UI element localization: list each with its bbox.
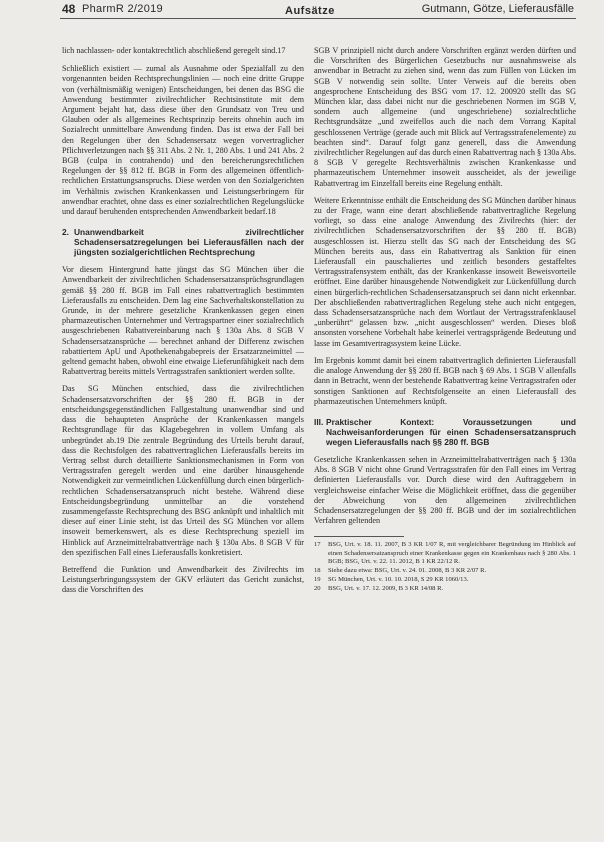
footnote-number: 19 xyxy=(314,576,321,584)
footnote xyxy=(314,567,576,575)
paragraph: lich nachlassen- oder kontaktrechtlich abschließend geregelt sind.17 xyxy=(62,46,286,55)
section-title: Aufsätze xyxy=(285,5,335,17)
paragraph: Im Ergebnis kommt damit bei einem rabattvertraglich definierten Lieferausfall die analoge Anwendung der §§ 280 ff. BGB nach § 69 Abs. 1 SGB V allenfalls dann in Betracht, wenn der bestehende Rabattvertrag keine Vertragsstrafen oder sonstigen Sanktionen auf Rechtsfolgenseite an einen Lieferausfall des pharmazeutischen Unternehmers knüpft. xyxy=(314,355,576,406)
footnote-number: 20 xyxy=(314,585,321,593)
footnote-number: 17 xyxy=(314,541,321,549)
page-number: 48 xyxy=(62,2,76,16)
page-header xyxy=(0,0,604,44)
paragraph: Das SG München entschied, dass die zivilrechtlichen Schadensersatzvorschriften der §§ 280 ff. BGB in der entscheidungsgegenständlichen Fallgestaltung unanwendbar sind und dass die behaupteten Ansprüche der Krankenkassen mangels Rechtsgrundlage für das Klagebegehren in vollem Umfang als unbegründet ab.19 Die zentrale Begründung des Urteils beruht darauf, dass die Rechtsfolgen des rabattvertraglichen Lieferausfalls bereits im Vertrag selbst durch detaillierte Sanktionsmechanismen in Form von Vertragsstrafen geregelt werden und eine darüber hinausgehende Notwendigkeit zur vermeintlichen Lückenfüllung durch einen bürgerlich-rechtlichen Schadensersatzanspruch nicht bestehe. Während diese Entscheidungsbegründung unmittelbar an die vorstehend zusammengefasste Rechtsprechung des BSG anknüpft und inhaltlich mit dieser auf einer Linie steht, ist das Urteil des SG München vor allem insoweit bemerkenswert, als es diese Rechtsprechung speziell im Hinblick auf Arzneimittelrabattverträge nach § 130a Abs. 8 SGB V für den spezifischen Fall eines Lieferausfalls konkretisiert. xyxy=(62,384,304,557)
footnote-rule xyxy=(314,536,404,537)
footnote xyxy=(314,576,576,584)
section-heading xyxy=(62,227,304,257)
header-rule xyxy=(60,18,576,19)
heading-text: Unanwendbarkeit zivilrechtlicher Schadensersatzregelungen bei Lieferausfällen nach der jüngsten sozialgerichtlichen Rechtsprechung xyxy=(74,227,304,258)
footnote-text: BSG, Urt. v. 18. 11. 2007, B 3 KR 1/07 R, mit vergleichbarer Begründung im Hinblick auf einen Schadensersatzanspruch einer Krankenkasse gegen ein Krankenhaus nach § 280 Abs. 1 BGB; BSG, Urt. v. 22. 11. 2012, B 1 KR 22/12 R. xyxy=(328,541,576,565)
footnote xyxy=(314,585,576,593)
journal-issue: PharmR 2/2019 xyxy=(82,3,163,15)
left-column xyxy=(62,46,304,603)
paragraph: Betreffend die Funktion und Anwendbarkeit des Zivilrechts im Leistungserbringungssystem der GKV erläutert das Gericht zunächst, dass die Vorschriften des xyxy=(62,564,304,595)
section-heading xyxy=(314,417,576,447)
paragraph: Weitere Erkenntnisse enthält die Entscheidung des SG München darüber hinaus zu der Frage, wann eine derart abschließende rabattvertragliche Regelung vorliegt, so dass eine analoge Anwendung des Zivilrechts (hier: der zivilrechtlichen Schadensersatzvorschriften der §§ 280 ff. BGB) ausgeschlossen ist. Hierzu stellt das SG nach der Entscheidung des SG München bereits aus, dass ein Rabattvertrag als Sanktion für einen Lieferausfall ein pauschaliertes und zeitlich besonders gestaffeltes Vertragsstrafensystem enthält, das der Krankenkasse insoweit Beweisvorteile eröffnet. Eine darüber hinausgehende Notwendigkeit zur Lückenfüllung durch einen bürgerlich-rechtlichen Schadensersatzanspruch sei dann nicht erkennbar. Der abschließenden rabattvertraglichen Regelung stehe auch nicht entgegen, dass Schadensersatzansprüche nach dem Wortlaut der Vertragsstrafenklausel „unberührt“ gelassen bzw. „nicht ausgeschlossen“ werden. Dieses bloß ansonsten vorsehene Vorbehalt habe keinerlei vertragsprägende Bedeutung und lasse im Gesamtvertragssystem keine Lücke. xyxy=(314,195,576,348)
heading-text: Praktischer Kontext: Voraussetzungen und Nachweisanforderungen für einen Schadensersatzanspruch wegen Lieferausfalls nach §§ 280 ff. BGB xyxy=(326,416,576,447)
heading-number: III. xyxy=(314,416,324,427)
footnote xyxy=(314,541,576,566)
footnotes xyxy=(314,541,576,593)
right-column xyxy=(314,46,576,595)
footnote-text: SG München, Urt. v. 10. 10. 2018, S 29 KR 1060/13. xyxy=(328,576,469,584)
footnote-text: BSG, Urt. v. 17. 12. 2009, B 3 KR 14/08 R. xyxy=(328,585,444,593)
paragraph: SGB V prinzipiell nicht durch andere Vorschriften ergänzt werden dürften und die Vorschriften des Bürgerlichen Gesetzbuchs nur ausnahmsweise als anwendbar in Betracht zu ziehen sind, wenn das zum Füllen von Lücken im SGB V notwendig sein sollte. Unter Verweis auf die bereits oben angesprochene Entscheidung des BSG vom 17. 12. 200920 stellt das SG München klar, dass dabei nicht nur die geschriebenen Normen im SGB V, sondern auch allgemeine (und ungeschriebene) sozialrechtliche Rechtsgrundsätze „und zweifellos auch die nach dem Vorrang Kapital geschlossenen Verträge (gerade auch mit Blick auf Vertragsstrafenelemente) zu beachten sind“. Darauf folgt ganz generell, dass die Anwendung zivilrechtlicher Regelungen auf das durch einen Rabattvertrag nach § 130a Abs. 8 SGB V geregelte Rechtsverhältnis zwischen Krankenkasse und pharmazeutischem Unternehmer insoweit ausscheidet, als der jeweilige Rabattvertrag im Einzelfall bereits eine Regelung enthält. xyxy=(314,46,576,188)
footnote-number: 18 xyxy=(314,566,321,574)
footnote-text: Siehe dazu etwa: BSG, Urt. v. 24. 01. 2008, B 3 KR 2/07 R. xyxy=(328,566,487,574)
paragraph: Vor diesem Hintergrund hatte jüngst das SG München über die Anwendbarkeit der zivilrechtlichen Schadensersatzansprüchsgrundlagen gemäß §§ 280 ff. BGB im Fall eines rabattvertraglich bestimmten Lieferausfalls zu entscheiden. Dem lag eine Sachverhaltskonstellation zu Grunde, in der mehrere gesetzliche Krankenkassen gegen einen pharmazeutischen Unternehmer und Vertragspartner einer sozialrechtlich ausgeschriebenen Rabattvereinbarung nach § 130a Abs. 8 SGB V Schadensersatzansprüche — berechnet anhand der Differenz zwischen rabattiertem ApU und Apothekenabgabepreis der Ersatzarzneimittel — geltend gemacht haben, obwohl eine etwaige Lieferunfähigkeit nach dem Rabattvertrag bereits mittels Vertragsstrafen sanktioniert werden sollte. xyxy=(62,265,304,377)
paragraph: Gesetzliche Krankenkassen sehen in Arzneimittelrabattverträgen nach § 130a Abs. 8 SGB V nicht ohne Grund Vertragsstrafen für den Fall eines im Vertrag definierten Lieferausfalls vor. Durch diese wird den Auftraggebern in vergleichsweise einfacher Weise die Möglichkeit eröffnet, dass die gegenüber der Abweichung von den allgemeinen zivilrechtlichen Schadensersatzregelungen der §§ 280 ff. BGB und der im sozialrechtlichen Verfahren geltenden xyxy=(314,454,576,526)
heading-number: 2. xyxy=(62,227,69,238)
running-authors: Gutmann, Götze, Lieferausfälle xyxy=(421,3,574,15)
paragraph: Schließlich existiert — zumal als Ausnahme oder Spezialfall zu den vorgenannten beiden Rechtsprechungslinien — noch eine dritte Gruppe von (verhältnismäßig wenigen) Entscheidungen, bei denen das BSG die Anwendung bestimmter zivilrechtlicher Rechtsinstitute mit dem Argument bejaht hat, dass diese über den Grundsatz von Treu und Glauben oder als allgemeines Rechtsprinzip bereits ohnehin auch im Sozialrecht unmittelbare Anwendung finden. Das ist etwa der Fall bei den Regelungen über den Schadensersatz wegen vorvertraglicher Pflichtverletzungen nach §§ 311 Abs. 2 Nr. 1, 280 Abs. 1 und 241 Abs. 2 BGB (culpa in contrahendo) und den bereicherungsrechtlichen Regelungen der §§ 812 ff. BGB in Form des allgemeinen öffentlich-rechtlichen Erstattungsanspruchs. Diese werden von den Sozialgerichten im Verhältnis zwischen Krankenkassen und Leistungserbringern für anwendbar erachtet, ohne dass es einer sozialrechtlichen Regelungslücke und darauf beruhenden entsprechenden Anwendbarkeit bedarf.18 xyxy=(62,64,304,217)
